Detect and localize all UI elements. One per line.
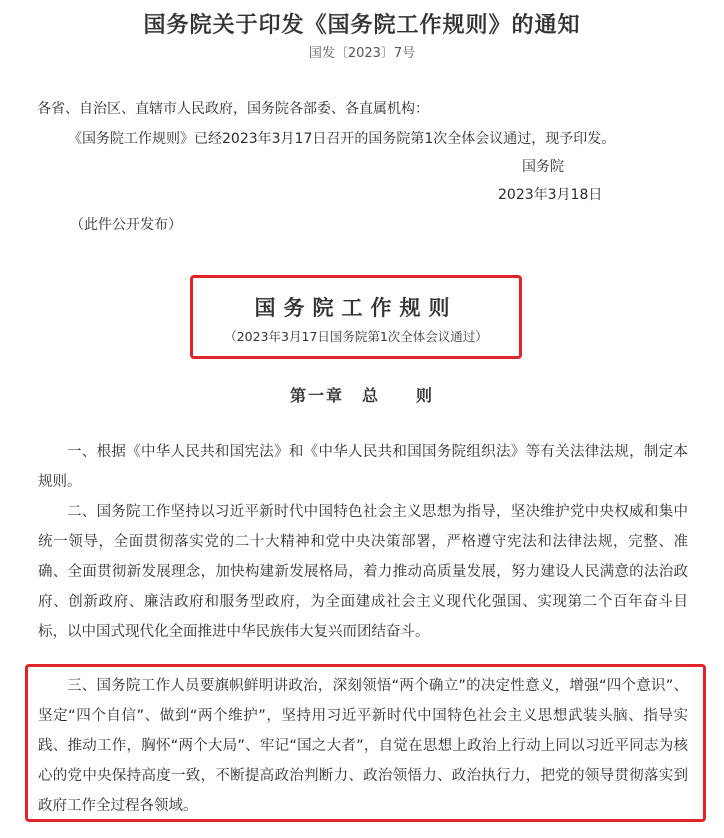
addressee-line: 各省、自治区、直辖市人民政府，国务院各部委、各直属机构： — [37, 101, 429, 117]
notice-title: 国务院关于印发《国务院工作规则》的通知 — [143, 12, 581, 38]
notice-body: 《国务院工作规则》已经2023年3月17日召开的国务院第1次全体会议通过，现予印发。 — [68, 131, 616, 147]
publish-note: （此件公开发布） — [70, 217, 182, 233]
document-number: 国发〔2023〕7号 — [308, 46, 416, 61]
article-paragraph-1: 一、根据《中华人民共和国宪法》和《中华人民共和国国务院组织法》等有关法律法规，制定本规则。 — [38, 444, 688, 490]
chapter-title: 第一章 总 则 — [289, 386, 434, 405]
rules-title-highlight — [190, 275, 522, 359]
signature-organization: 国务院 — [522, 159, 564, 175]
signature-date: 2023年3月18日 — [498, 187, 603, 203]
article-paragraph-3: 三、国务院工作人员要旗帜鲜明讲政治，深刻领悟“两个确立”的决定性意义，增强“四个意识”、坚定“四个自信”、做到“两个维护”，坚持用习近平新时代中国特色社会主义思想武装头脑、指导实践、推动工作，胸怀“两个大局”、牢记“国之大者”，自觉在思想上政治上行动上同以习近平同志为核心的党中央保持高度一致，不断提高政治判断力、政治领悟力、政治执行力，把党的领导贯彻落实到政府工作全过程各领域。 — [38, 678, 688, 814]
rules-title: 国务院工作规则 — [254, 295, 458, 320]
rules-subtitle: （2023年3月17日国务院第1次全体会议通过） — [224, 329, 488, 344]
article-paragraph-2: 二、国务院工作坚持以习近平新时代中国特色社会主义思想为指导，坚决维护党中央权威和集中统一领导，全面贯彻落实党的二十大精神和党中央决策部署，严格遵守宪法和法律法规，完整、准确、全面贯彻新发展理念，加快构建新发展格局，着力推动高质量发展，努力建设人民满意的法治政府、创新政府、廉洁政府和服务型政府，为全面建成社会主义现代化强国、实现第二个百年奋斗目标，以中国式现代化全面推进中华民族伟大复兴而团结奋斗。 — [38, 504, 688, 640]
